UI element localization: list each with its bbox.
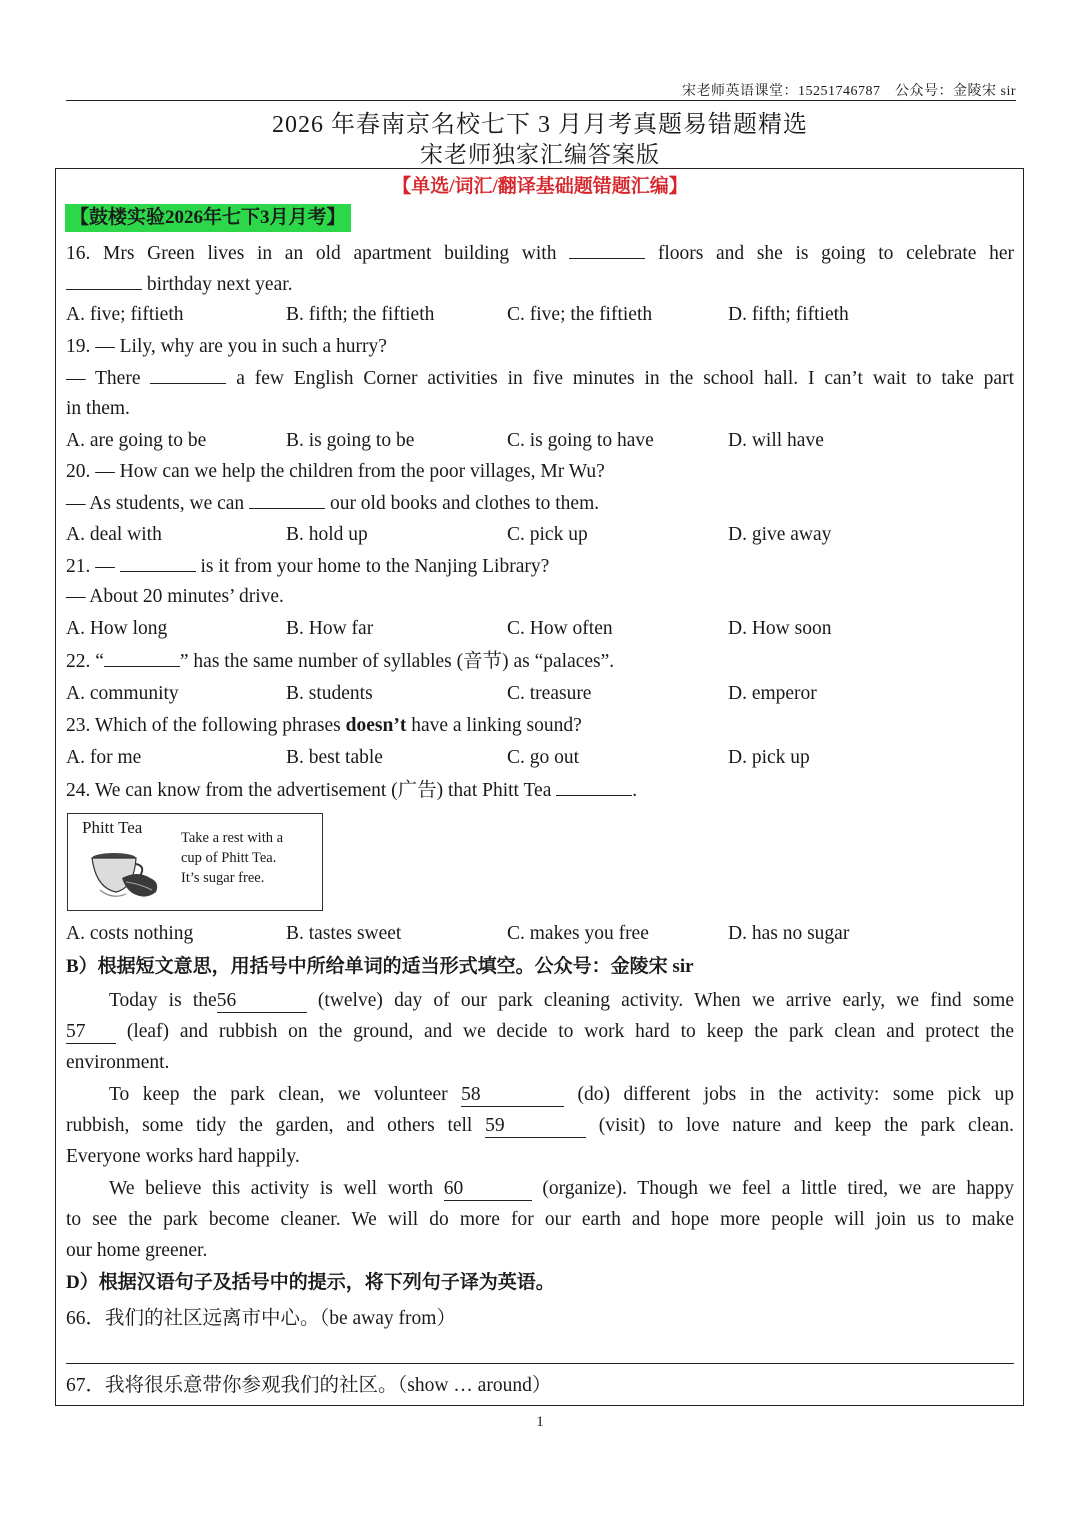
passage-p3-line3: our home greener.: [66, 1240, 208, 1261]
page-subtitle: 宋老师独家汇编答案版: [420, 142, 660, 167]
q16-option-d: D. fifth; fiftieth: [728, 304, 849, 325]
q20-option-b: B. hold up: [286, 524, 368, 545]
p2-text-d: (visit) to love nature and keep the park clean.: [598, 1115, 1014, 1136]
q16-text-b: floors and she is going to celebrate her: [657, 243, 1014, 264]
q22-line1: [66, 648, 614, 675]
q19-line2: [66, 365, 1014, 391]
school-tag: 【鼓楼实验2026年七下3月月考】: [65, 204, 351, 232]
q19-option-a: A. are going to be: [66, 430, 207, 451]
passage-p2-line2: [66, 1113, 1014, 1139]
q22-text-b: ” has the same number of syllables (音节) as “palaces”.: [179, 651, 615, 672]
q16-line2: [66, 271, 293, 298]
q22-option-b: B. students: [286, 683, 373, 704]
q21-option-a: A. How long: [66, 618, 168, 639]
q23-text-b: have a linking sound?: [411, 715, 582, 736]
ad-copy-line-1: Take a rest with a: [181, 830, 284, 846]
q21-text-a: 21. —: [66, 556, 115, 577]
q16-text-c: birthday next year.: [146, 274, 293, 295]
passage-p1-line1: [109, 988, 1014, 1014]
q21-blank: [120, 553, 196, 572]
q16-line1: [66, 240, 1014, 266]
q21-option-c: C. How often: [507, 618, 613, 639]
q22-blank: [104, 648, 180, 667]
q24-option-d: D. has no sugar: [728, 923, 850, 944]
q23-text-a: 23. Which of the following phrases: [66, 715, 341, 736]
phitt-tea-advertisement: [67, 813, 323, 911]
q23-option-a: A. for me: [66, 747, 142, 768]
q19-line3: in them.: [66, 398, 130, 419]
header-rule: [66, 100, 1016, 101]
answer-57: 57: [66, 1021, 116, 1044]
q16-option-b: B. fifth; the fiftieth: [286, 304, 435, 325]
q20-blank: [249, 490, 325, 509]
q19-blank: [150, 365, 226, 384]
translation-q67: 67．我将很乐意带你参观我们的社区。（show … around）: [66, 1375, 552, 1396]
q22-option-a: A. community: [66, 683, 179, 704]
q19-text-b: a few English Corner activities in five minutes in the school hall. I can’t wait to take part: [236, 368, 1014, 389]
q16-option-c: C. five; the fiftieth: [507, 304, 653, 325]
q24-line1: [66, 777, 637, 804]
answer-56: 56: [217, 990, 307, 1013]
q19-line1: 19. — Lily, why are you in such a hurry?: [66, 336, 387, 357]
q16-option-a: A. five; fiftieth: [66, 304, 184, 325]
q24-text-a: 24. We can know from the advertisement (广告) that Phitt Tea: [66, 780, 552, 801]
q20-option-c: C. pick up: [507, 524, 588, 545]
q21-line2: — About 20 minutes’ drive.: [66, 586, 284, 607]
passage-p1-line2: [66, 1019, 1014, 1045]
section-banner: 【单选/词汇/翻译基础题错题汇编】: [392, 176, 688, 197]
q19-option-b: B. is going to be: [286, 430, 415, 451]
answer-60: 60: [444, 1178, 532, 1201]
p3-text-a: We believe this activity is well worth: [109, 1178, 434, 1199]
q20-option-a: A. deal with: [66, 524, 162, 545]
answer-59: 59: [485, 1115, 586, 1138]
q22-text-a: 22. “: [66, 651, 104, 672]
header-contact: 宋老师英语课堂：15251746787 公众号：金陵宋 sir: [682, 84, 1016, 99]
page-title: 2026 年春南京名校七下 3 月月考真题易错题精选: [272, 112, 808, 138]
q21-option-b: B. How far: [286, 618, 374, 639]
q20-text-b: our old books and clothes to them.: [329, 493, 600, 514]
q20-option-d: D. give away: [728, 524, 832, 545]
ad-copy-line-2: cup of Phitt Tea.: [181, 850, 277, 866]
ad-copy-line-3: It’s sugar free.: [181, 870, 265, 886]
q24-blank: [556, 777, 632, 796]
p2-text-a: To keep the park clean, we volunteer: [109, 1084, 448, 1105]
q21-text-b: is it from your home to the Nanjing Library?: [200, 556, 550, 577]
q19-text-a: — There: [66, 368, 141, 389]
p2-text-b: (do) different jobs in the activity: some pick up: [577, 1084, 1014, 1105]
q23-bold-word: doesn’t: [345, 715, 407, 736]
q23-option-d: D. pick up: [728, 747, 810, 768]
p2-text-c: rubbish, some tidy the garden, and others tell: [66, 1115, 473, 1136]
q19-option-d: D. will have: [728, 430, 824, 451]
page-number: 1: [536, 1414, 544, 1430]
q24-option-b: B. tastes sweet: [286, 923, 402, 944]
passage-p2-line1: [109, 1082, 1014, 1108]
q20-line1: 20. — How can we help the children from the poor villages, Mr Wu?: [66, 461, 605, 482]
q20-line2: [66, 490, 599, 517]
q23-option-c: C. go out: [507, 747, 580, 768]
p3-text-b: (organize). Though we feel a little tired, we are happy: [542, 1178, 1014, 1199]
q20-text-a: — As students, we can: [66, 493, 245, 514]
q16-blank-2: [66, 271, 142, 290]
teacup-icon: [86, 848, 168, 911]
q16-text-a: 16. Mrs Green lives in an old apartment building with: [66, 243, 557, 264]
q21-line1: [66, 553, 549, 580]
ad-brand-name: Phitt Tea: [82, 818, 143, 837]
q16-blank-1: [569, 240, 645, 259]
q22-option-d: D. emperor: [728, 683, 817, 704]
q24-text-b: .: [632, 780, 638, 801]
p1-text-b: (twelve) day of our park cleaning activity. When we arrive early, we find some: [317, 990, 1014, 1011]
p1-text-c: (leaf) and rubbish on the ground, and we decide to work hard to keep the park clean and protect the: [126, 1021, 1014, 1042]
p1-text-a: Today is the: [109, 990, 217, 1011]
passage-p2-line3: Everyone works hard happily.: [66, 1146, 300, 1167]
part-b-heading: B）根据短文意思，用括号中所给单词的适当形式填空。公众号：金陵宋 sir: [66, 956, 694, 977]
q21-option-d: D. How soon: [728, 618, 832, 639]
q24-option-a: A. costs nothing: [66, 923, 194, 944]
passage-p3-line1: [109, 1176, 1014, 1202]
q22-option-c: C. treasure: [507, 683, 592, 704]
answer-line-66: [66, 1363, 1014, 1364]
q24-option-c: C. makes you free: [507, 923, 649, 944]
passage-p1-line3: environment.: [66, 1052, 170, 1073]
q23-option-b: B. best table: [286, 747, 383, 768]
q23-line1: [66, 713, 582, 739]
ad-copy: [181, 828, 283, 888]
answer-58: 58: [461, 1084, 564, 1107]
q19-option-c: C. is going to have: [507, 430, 654, 451]
translation-q66: 66．我们的社区远离市中心。（be away from）: [66, 1308, 456, 1329]
passage-p3-line2: to see the park become cleaner. We will do more for our earth and hope more people will join us to make: [66, 1209, 1014, 1230]
part-d-heading: D）根据汉语句子及括号中的提示，将下列句子译为英语。: [66, 1272, 555, 1293]
